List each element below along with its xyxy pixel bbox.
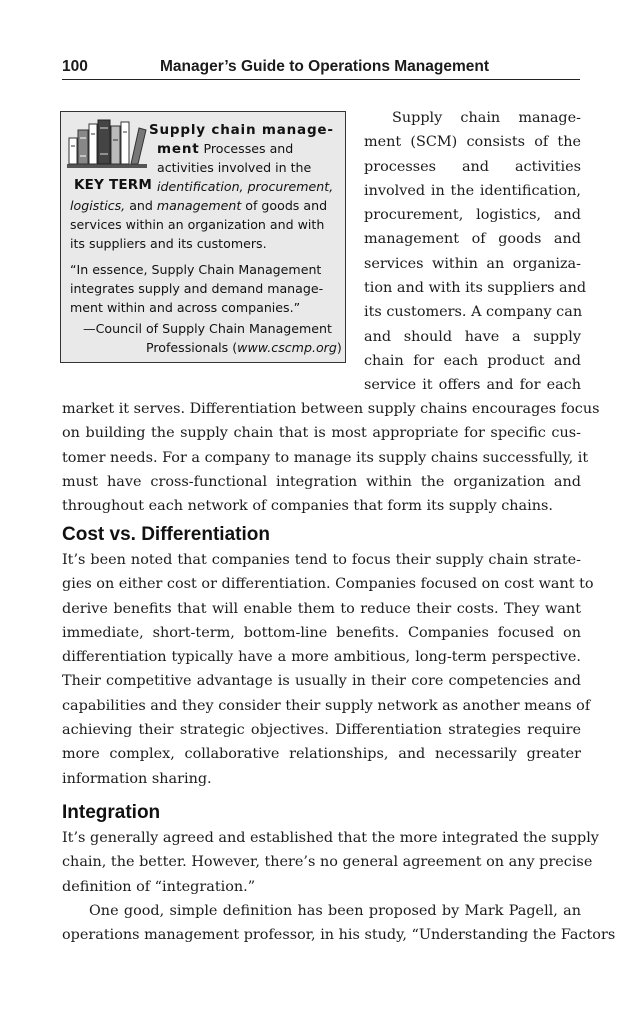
text-line: Supply chain manage- [392,110,581,126]
text-line: derive benefits that will enable them to reduce their costs. They want [62,600,581,617]
text-line: It’s been noted that companies tend to focus their supply chain strate- [62,552,581,568]
text-line: service it offers and for each [364,377,581,394]
text-line: chain, the better. However, there’s no general agreement on any precise [62,854,593,871]
text-line: throughout each network of companies that form its supply chains. [62,498,553,515]
text-line: One good, simple definition has been proposed by Mark Pagell, an [89,903,581,919]
definition-line [157,139,293,159]
text-line: It’s generally agreed and established that the more integrated the supply [62,830,599,846]
cscmp-url: www.cscmp.org [237,340,337,355]
definition-text: services within an organization and with [70,217,325,232]
integration-paragraph-2 [62,899,616,948]
text-line: information sharing. [62,770,212,787]
quote-line: integrates supply and demand manage- [70,281,324,296]
definition-line [157,177,333,196]
key-term-text: Supply chain manage- [149,122,334,138]
text-line: capabilities and they consider their supply network as another means of [62,697,591,714]
text-line: on building the supply chain that is most appropriate for specific cus- [62,425,581,442]
text-line: differentiation typically have a more ambitious, long-term perspective. [62,649,581,666]
text-line: gies on either cost or differentiation. Companies focused on cost want to [62,576,594,593]
page-number: 100 [62,58,88,75]
text-line: and should have a supply [364,328,581,345]
quote-line: “In essence, Supply Chain Management [70,262,322,277]
text-line: immediate, short-term, bottom-line benefits. Companies focused on [62,624,581,641]
text-line: its customers. A company can [364,304,583,321]
quote-attribution: Professionals (www.cscmp.org) [146,340,342,355]
text-line: more complex, collaborative relationships, and necessarily greater [62,746,581,763]
cost-differentiation-paragraph [62,548,594,791]
definition-text: and [125,198,157,213]
book-title: Manager’s Guide to Operations Management [160,58,490,75]
text-line: tomer needs. For a company to manage its supply chains successfully, it [62,449,589,466]
text-line: operations management professor, in his study, “Understanding the Factors [62,927,616,944]
key-term-label: KEY TERM [74,177,153,193]
definition-text: Processes and [199,141,294,156]
side-column-text [364,106,587,398]
text-line: processes and activities [364,158,581,175]
definition-text: of goods and [241,198,328,213]
text-line: achieving their strategic objectives. Differentiation strategies require [62,722,581,739]
definition-text: its suppliers and its customers. [70,236,267,251]
text-line: management of goods and [364,231,581,248]
continuation-paragraph [62,397,600,518]
text-line: market it serves. Differentiation between supply chains encourages focus [62,401,600,417]
text-line: ment (SCM) consists of the [364,134,581,151]
text-line: must have cross-functional integration within the organization and [62,473,581,490]
text-line: Their competitive advantage is usually in their core competencies and [62,673,581,690]
section-heading-integration: Integration [62,802,161,823]
section-heading-cost: Cost vs. Differentiation [62,524,270,545]
text-line: involved in the identification, [364,182,581,199]
text-line: services within an organiza- [364,255,581,272]
definition-text: activities involved in the [157,160,312,175]
definition-text: logistics, [70,198,126,213]
running-head [62,57,580,80]
text-line: definition of “integration.” [62,878,256,895]
definition-line [149,120,334,140]
definition-text: management [156,198,242,213]
key-term-box [60,111,346,363]
text-line: tion and with its suppliers and [364,280,587,297]
text-line: chain for each product and [364,352,581,369]
quote-line: ment within and across companies.” [70,300,301,315]
key-term-text: ment [157,141,200,157]
books-icon [67,116,147,178]
definition-line [70,215,324,234]
definition-line [157,158,311,177]
quote-source: —Council of Supply Chain Management [83,321,332,336]
text-line: procurement, logistics, and [364,207,581,224]
integration-paragraph [62,826,599,899]
definition-line [70,234,267,253]
definition-line [70,196,327,215]
definition-text: identification, procurement, [157,179,334,194]
